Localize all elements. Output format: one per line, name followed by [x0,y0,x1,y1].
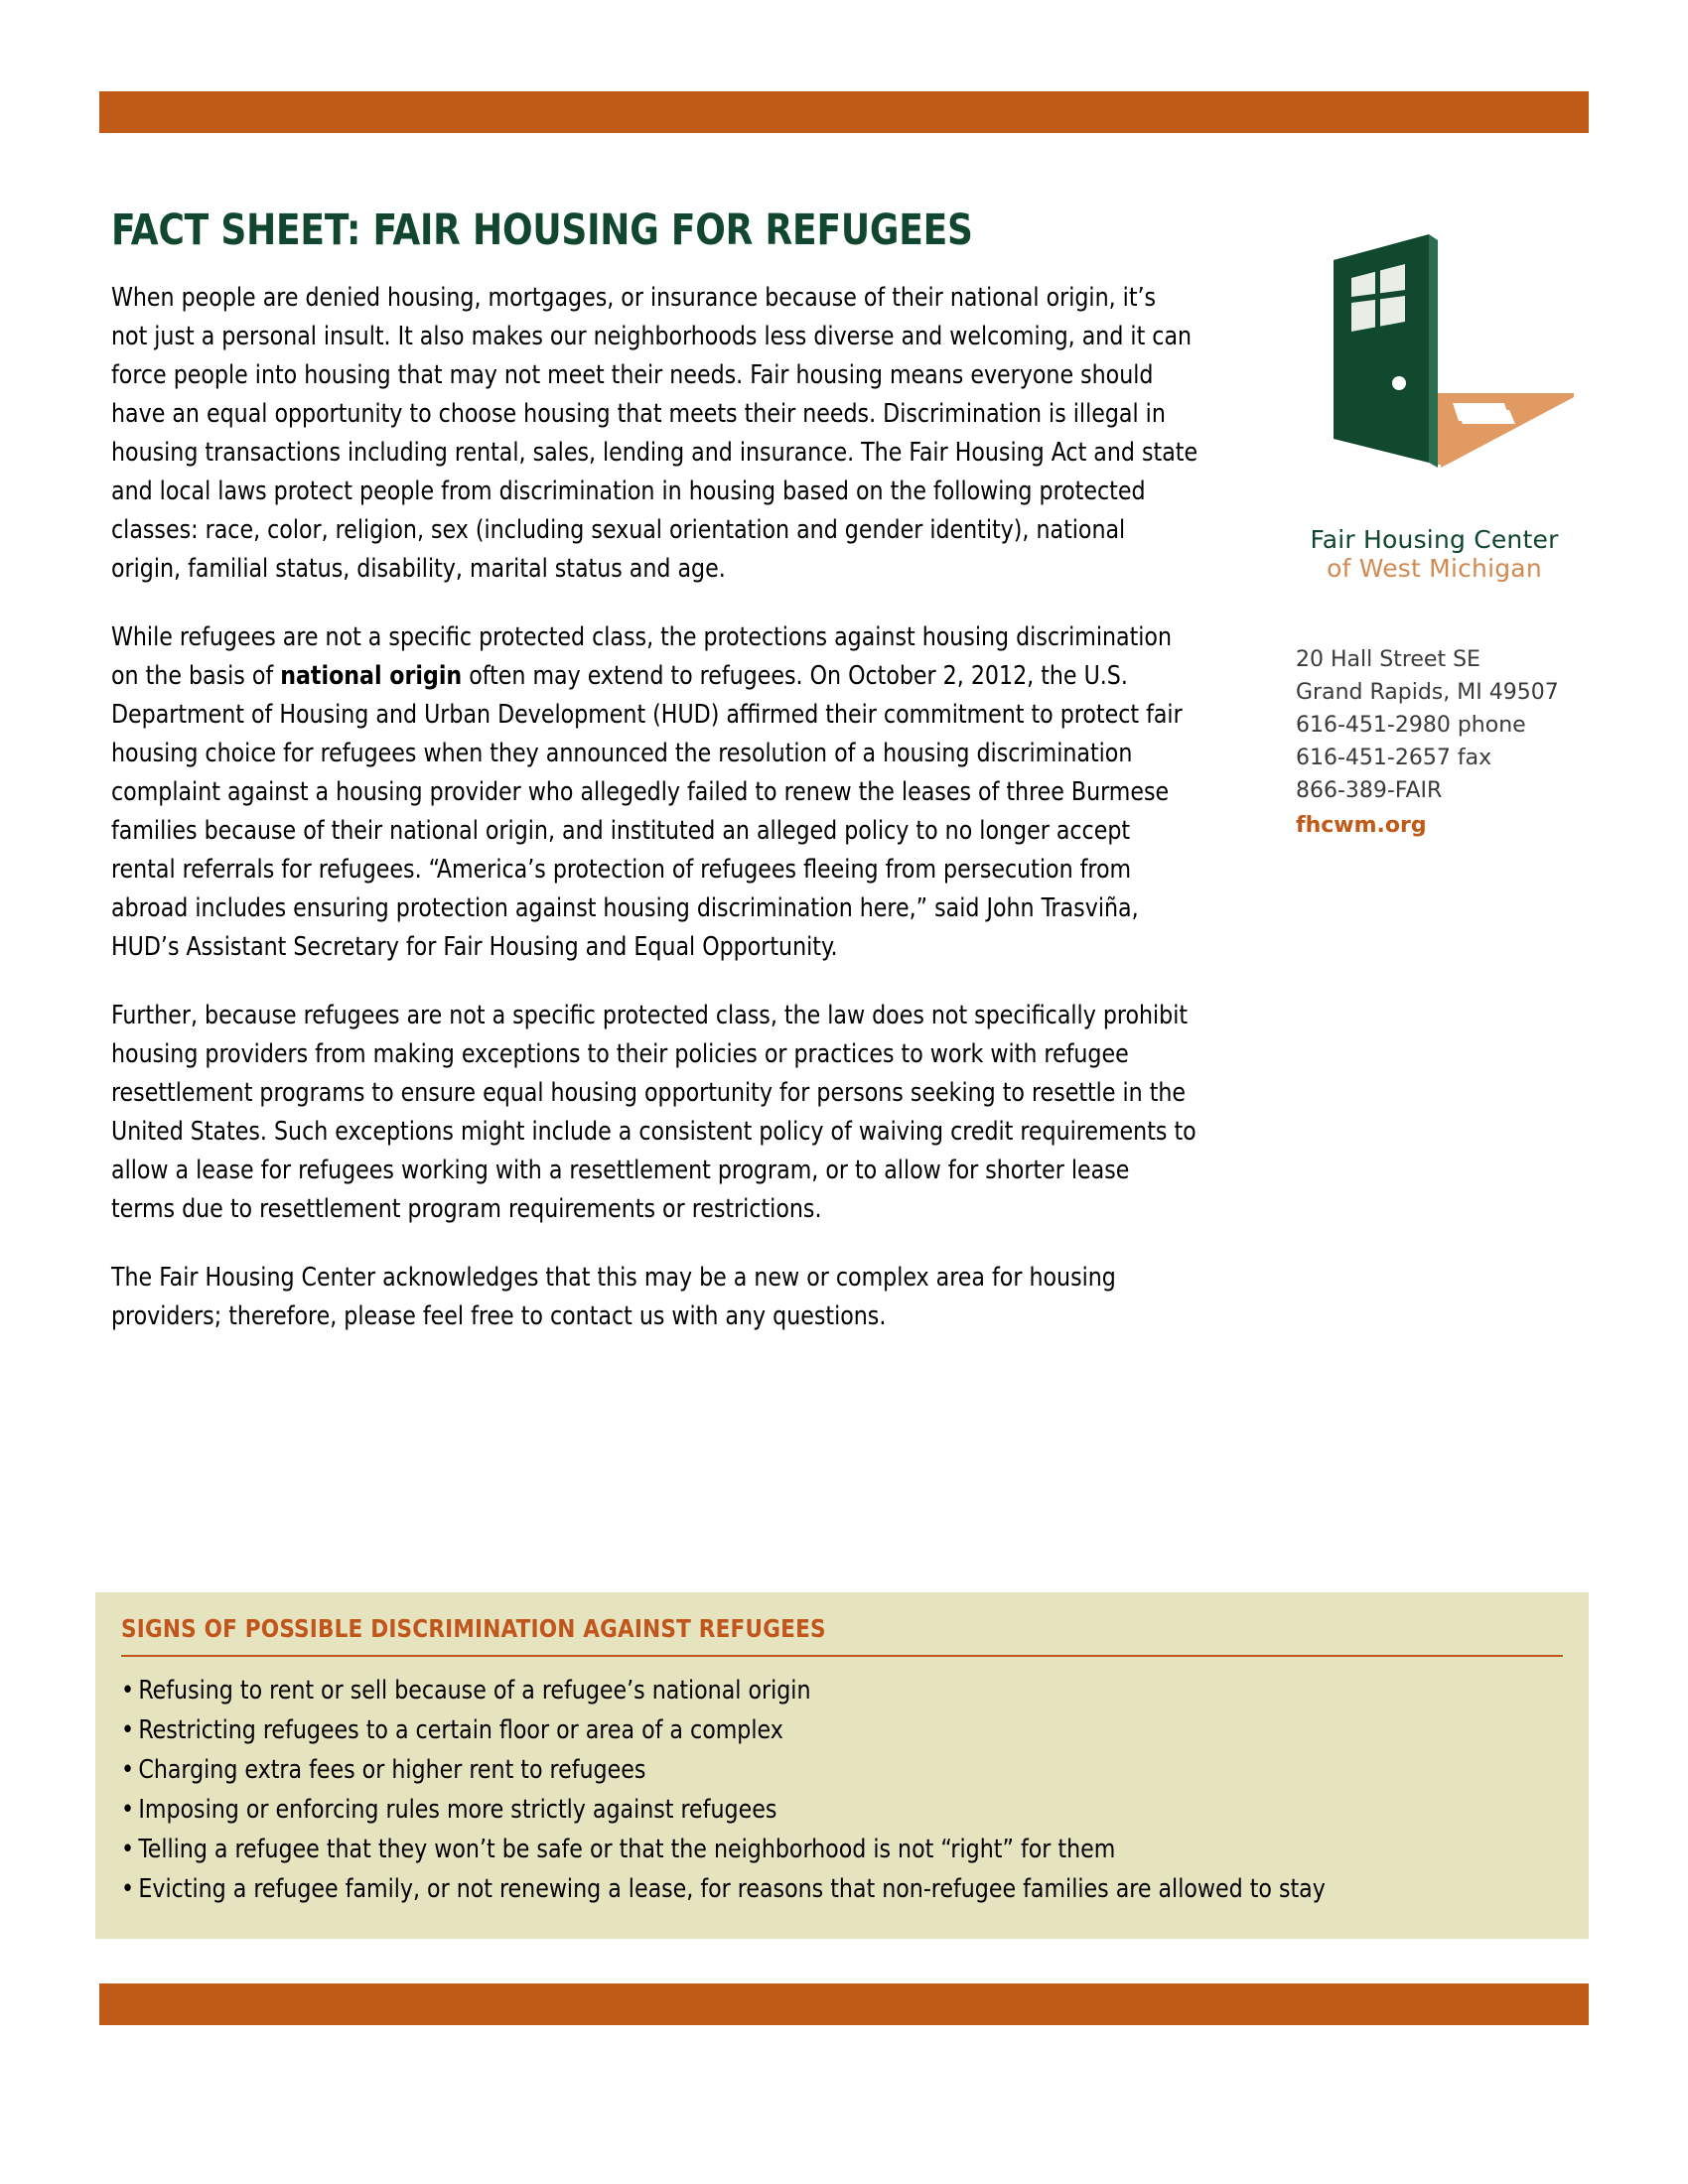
list-item-label: Telling a refugee that they won’t be safe or that the neighborhood is not “right” for them [138,1835,1116,1864]
sidebar-column [1268,208,1601,842]
logo-wordmark [1278,526,1591,584]
bullet-marker: • [121,1715,135,1745]
logo-name-line-2: of West Michigan [1327,553,1542,583]
discrimination-signs-callout [95,1592,1589,1939]
list-item [121,1869,1512,1909]
logo-door-face [1334,234,1429,463]
bullet-marker: • [121,1795,135,1825]
logo-name-line-1: Fair Housing Center [1310,525,1559,554]
list-item [121,1750,1512,1790]
bullet-marker: • [121,1835,135,1864]
bottom-accent-bar [99,1983,1589,2025]
top-accent-bar [99,91,1589,133]
list-item [121,1671,1512,1710]
list-item-label: Restricting refugees to a certain floor or area of a complex [138,1715,783,1745]
contact-toll-free: 866-389-FAIR [1296,777,1443,803]
list-item [121,1830,1512,1869]
list-item-label: Refusing to rent or sell because of a refugee’s national origin [138,1676,811,1706]
callout-bullet-list [121,1671,1563,1909]
contact-phone: 616-451-2980 phone [1296,712,1526,738]
contact-fax: 616-451-2657 fax [1296,745,1492,770]
body-paragraph-4: The Fair Housing Center acknowledges that this may be a new or complex area for housing providers; therefore, please feel free to contact us with any questions. [111,1263,1116,1332]
bullet-marker: • [121,1676,135,1706]
two-column-layout [111,205,1591,1336]
logo-window-reflection-b [1457,410,1515,424]
logo-doorknob [1392,376,1406,390]
bullet-marker: • [121,1874,135,1904]
document-content [111,205,1591,1336]
contact-city-state: Grand Rapids, MI 49507 [1296,679,1559,705]
body-paragraph-1: When people are denied housing, mortgages, or insurance because of their national origin, it’s not just a personal insult. It also makes our neighborhoods less diverse and welcoming, and it can force people into housing that may not meet their needs. Fair housing means everyone should have an equal opportunity to choose housing that meets their needs. Discrimination is illegal in housing transactions including rental, sales, lending and insurance. The Fair Housing Act and state and local laws protect people from discrimination in housing based on the following protected classes: race, color, religion, sex (including sexual orientation and gender identity), national origin, familial status, disability, marital status and age. [111,283,1198,585]
body-paragraph-3: Further, because refugees are not a specific protected class, the law does not specifically prohibit housing providers from making exceptions to their policies or practices to work with refugee resettlement programs to ensure equal housing opportunity for persons seeking to resettle in the United States. Such exceptions might include a consistent policy of waiving credit requirements to allow a lease for refugees working with a resettlement program, or to allow for shorter lease terms due to resettlement program requirements or restrictions. [111,1001,1196,1225]
contact-street: 20 Hall Street SE [1296,646,1480,672]
body-paragraph-2 [111,618,1198,967]
main-column [111,205,1268,1336]
list-item-label: Imposing or enforcing rules more strictly against refugees [138,1795,777,1825]
paragraph-2-after-bold: often may extend to refugees. On October 2, 2012, the U.S. Department of Housing and Urban Development (HUD) affirmed their commitment to protect fair housing choice for refugees when they announced the resolution of a housing discrimination complaint against a housing provider who allegedly failed to renew the leases of three Burmese families because of their national origin, and instituted an alleged policy to no longer accept rental referrals for refugees. “America’s protection of refugees fleeing from persecution from abroad includes ensuring protection against housing discrimination here,” said John Trasviña, HUD’s Assistant Secretary for Fair Housing and Equal Opportunity. [111,661,1183,963]
callout-divider [121,1655,1563,1657]
callout-inner [95,1592,1589,1939]
contact-block [1278,643,1601,842]
list-item-label: Evicting a refugee family, or not renewing a lease, for reasons that non-refugee families are allowed to stay [138,1874,1326,1904]
list-item [121,1710,1512,1750]
callout-heading: SIGNS OF POSSIBLE DISCRIMINATION AGAINST REFUGEES [121,1614,826,1643]
organization-logo [1278,226,1591,584]
paragraph-2-bold-phrase: national origin [280,661,463,692]
logo-door-edge [1429,234,1438,468]
paragraph-2-before-bold: While refugees are not a specific protected class, the protections against housing discrimination on the basis of [111,622,1173,692]
open-door-logo-icon [1278,226,1591,524]
page-title: FACT SHEET: FAIR HOUSING FOR REFUGEES [111,205,973,255]
contact-website-link[interactable]: fhcwm.org [1296,812,1427,838]
bullet-marker: • [121,1755,135,1785]
list-item-label: Charging extra fees or higher rent to refugees [138,1755,646,1785]
list-item [121,1790,1512,1830]
